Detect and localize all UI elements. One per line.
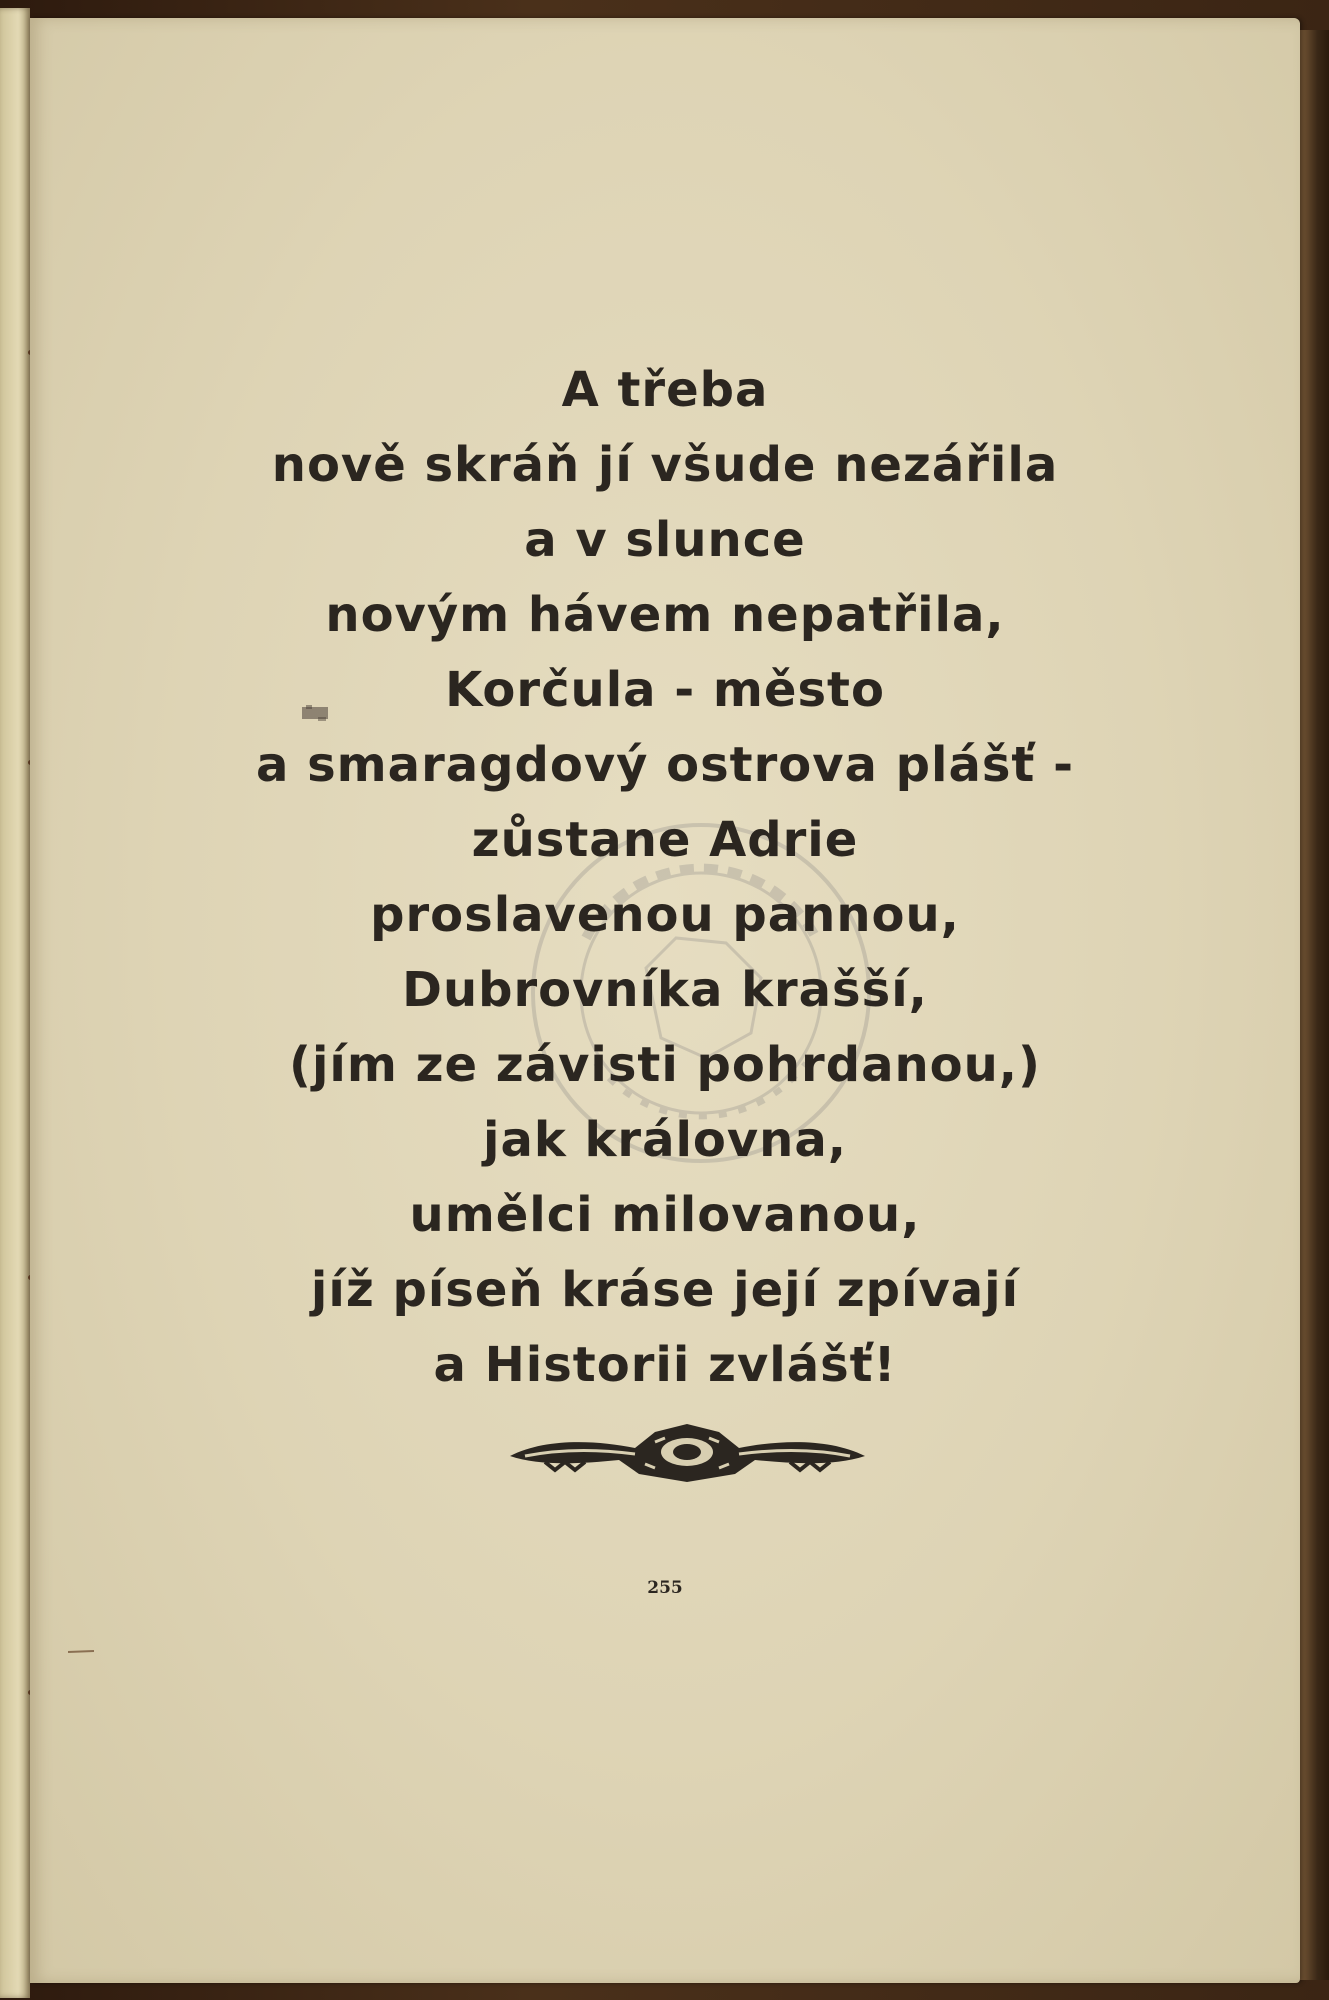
left-page-edge bbox=[0, 8, 30, 1998]
poem-line: Dubrovníka krašší, bbox=[402, 962, 928, 1018]
poem-line: a smaragdový ostrova plášť - bbox=[255, 737, 1074, 793]
poem-line: (jím ze závisti pohrdanou,) bbox=[289, 1037, 1041, 1093]
poem-text bbox=[30, 353, 1300, 1403]
poem-line: jíž píseň krásе její zpívají bbox=[310, 1262, 1020, 1318]
decorative-vignette-icon bbox=[505, 1418, 870, 1486]
poem-line: Korčula - město bbox=[445, 662, 885, 718]
paper-fiber-icon bbox=[68, 1650, 94, 1654]
poem-line: zůstane Adrie bbox=[471, 812, 859, 868]
poem-line: nově skráň jí všude nezářila bbox=[271, 437, 1059, 493]
book-page bbox=[30, 18, 1300, 1983]
book-cover-edge bbox=[1300, 30, 1329, 1980]
poem-line: proslavenou pannou, bbox=[370, 887, 960, 943]
poem-line: novým hávem nepatřila, bbox=[325, 587, 1005, 643]
poem-line: umělci milovanou, bbox=[409, 1187, 921, 1243]
poem-line: a v slunce bbox=[524, 512, 806, 568]
page-number: 255 bbox=[647, 1578, 683, 1598]
poem-line: a Historii zvlášť! bbox=[433, 1337, 897, 1393]
poem-line: jak královna, bbox=[483, 1112, 847, 1168]
poem-line: A třeba bbox=[561, 362, 769, 418]
